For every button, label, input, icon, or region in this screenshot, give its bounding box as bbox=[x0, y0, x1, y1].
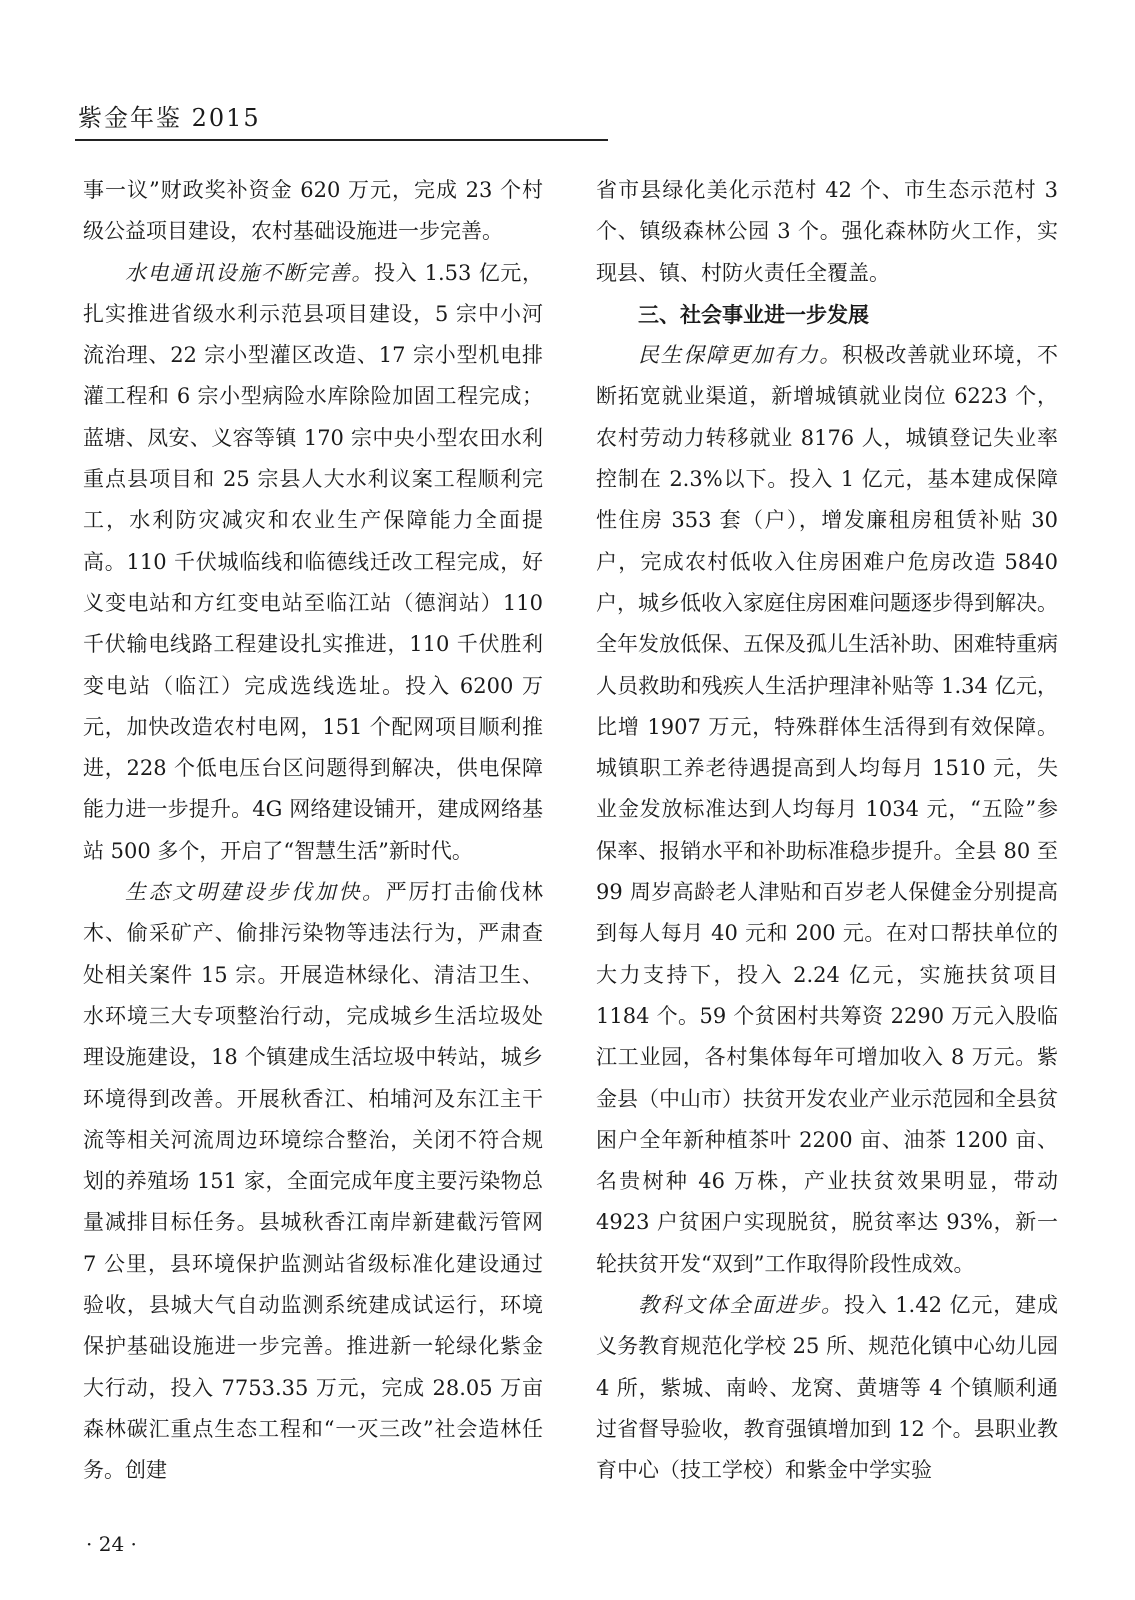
left-column bbox=[83, 170, 543, 1492]
paragraph-body-hydro: 投入 1.53 亿元，扎实推进省级水利示范县项目建设，5 宗中小河流治理、22 宗小型灌区改造、17 宗小型机电排灌工程和 6 宗小型病险水库除险加固工程完成；蓝塘、凤安、义容等镇 170 宗中央小型农田水利重点县项目和 25 宗县人大水利议案工程顺利完工，水利防灾减灾和农业生产保障能力全面提高。110 千伏城临线和临德线迁改工程完成，好义变电站和方红变电站至临江站（德润站）110 千伏输电线路工程建设扎实推进，110 千伏胜利变电站（临江）完成选线选址。投入 6200 万元，加快改造农村电网，151 个配网项目顺利推进，228 个低电压台区问题得到解决，供电保障能力进一步提升。4G 网络建设铺开，建成网络基站 500 多个，开启了“智慧生活”新时代。 bbox=[83, 260, 543, 863]
right-paragraph-2 bbox=[596, 335, 1058, 1285]
paragraph-body-ecology: 严厉打击偷伐林木、偷采矿产、偷排污染物等违法行为，严肃查处相关案件 15 宗。开展造林绿化、清洁卫生、水环境三大专项整治行动，完成城乡生活垃圾处理设施建设，18 个镇建成生活垃圾中转站，城乡环境得到改善。开展秋香江、柏埔河及东江主干流等相关河流周边环境综合整治，关闭不符合规划的养殖场 151 家，全面完成年度主要污染物总量减排目标任务。县城秋香江南岸新建截污管网 7 公里，县环境保护监测站省级标准化建设通过验收，县城大气自动监测系统建成试运行，环境保护基础设施进一步完善。推进新一轮绿化紫金大行动，投入 7753.35 万元，完成 28.05 万亩森林碳汇重点生态工程和“一灭三改”社会造林任务。创建 bbox=[83, 880, 544, 1483]
right-column bbox=[596, 170, 1058, 1492]
header-rule bbox=[75, 139, 608, 141]
paragraph-body-welfare: 积极改善就业环境，不断拓宽就业渠道，新增城镇就业岗位 6223 个，农村劳动力转移就业 8176 人，城镇登记失业率控制在 2.3%以下。投入 1 亿元，基本建成保障性住房 353 套（户），增发廉租房租赁补贴 30 户，完成农村低收入住房困难户危房改造 5840 户，城乡低收入家庭住房困难问题逐步得到解决。全年发放低保、五保及孤儿生活补助、困难特重病人员救助和残疾人生活护理津补贴等 1.34 亿元，比增 1907 万元，特殊群体生活得到有效保障。城镇职工养老待遇提高到人均每月 1510 元，失业金发放标准达到人均每月 1034 元，“五险”参保率、报销水平和补助标准稳步提升。全县 80 至 99 周岁高龄老人津贴和百岁老人保健金分别提高到每人每月 40 元和 200 元。在对口帮扶单位的大力支持下，投入 2.24 亿元，实施扶贫项目 1184 个。59 个贫困村共筹资 2290 万元入股临江工业园，各村集体每年可增加收入 8 万元。紫金县（中山市）扶贫开发农业产业示范园和全县贫困户全年新种植茶叶 2200 亩、油茶 1200 亩、名贵树种 46 万株，产业扶贫效果明显，带动 4923 户贫困户实现脱贫，脱贫率达 93%，新一轮扶贫开发“双到”工作取得阶段性成效。 bbox=[596, 343, 1058, 1276]
paragraph-lead-hydro: 水电通讯设施不断完善。 bbox=[125, 260, 375, 285]
paragraph-lead-welfare: 民生保障更加有力。 bbox=[638, 343, 842, 368]
right-paragraph-3 bbox=[596, 1285, 1058, 1491]
section-heading: 三、社会事业进一步发展 bbox=[638, 301, 869, 327]
left-paragraph-3 bbox=[83, 872, 543, 1491]
right-paragraph-1: 省市县绿化美化示范村 42 个、市生态示范村 3 个、镇级森林公园 3 个。强化森林防火工作，实现县、镇、村防火责任全覆盖。 bbox=[596, 178, 1058, 285]
left-paragraph-1: 事一议”财政奖补资金 620 万元，完成 23 个村级公益项目建设，农村基础设施进一步完善。 bbox=[83, 178, 543, 244]
page-number: · 24 · bbox=[86, 1532, 137, 1556]
paragraph-lead-education: 教科文体全面进步。 bbox=[638, 1293, 844, 1318]
paragraph-body-education: 投入 1.42 亿元，建成义务教育规范化学校 25 所、规范化镇中心幼儿园 4 所，紫城、南岭、龙窝、黄塘等 4 个镇顺利通过省督导验收，教育强镇增加到 12 个。县职业教育中心（技工学校）和紫金中学实验 bbox=[596, 1293, 1059, 1483]
running-title: 紫金年鉴 2015 bbox=[78, 104, 261, 132]
left-paragraph-2 bbox=[83, 253, 543, 872]
paragraph-lead-ecology: 生态文明建设步伐加快。 bbox=[125, 880, 386, 905]
